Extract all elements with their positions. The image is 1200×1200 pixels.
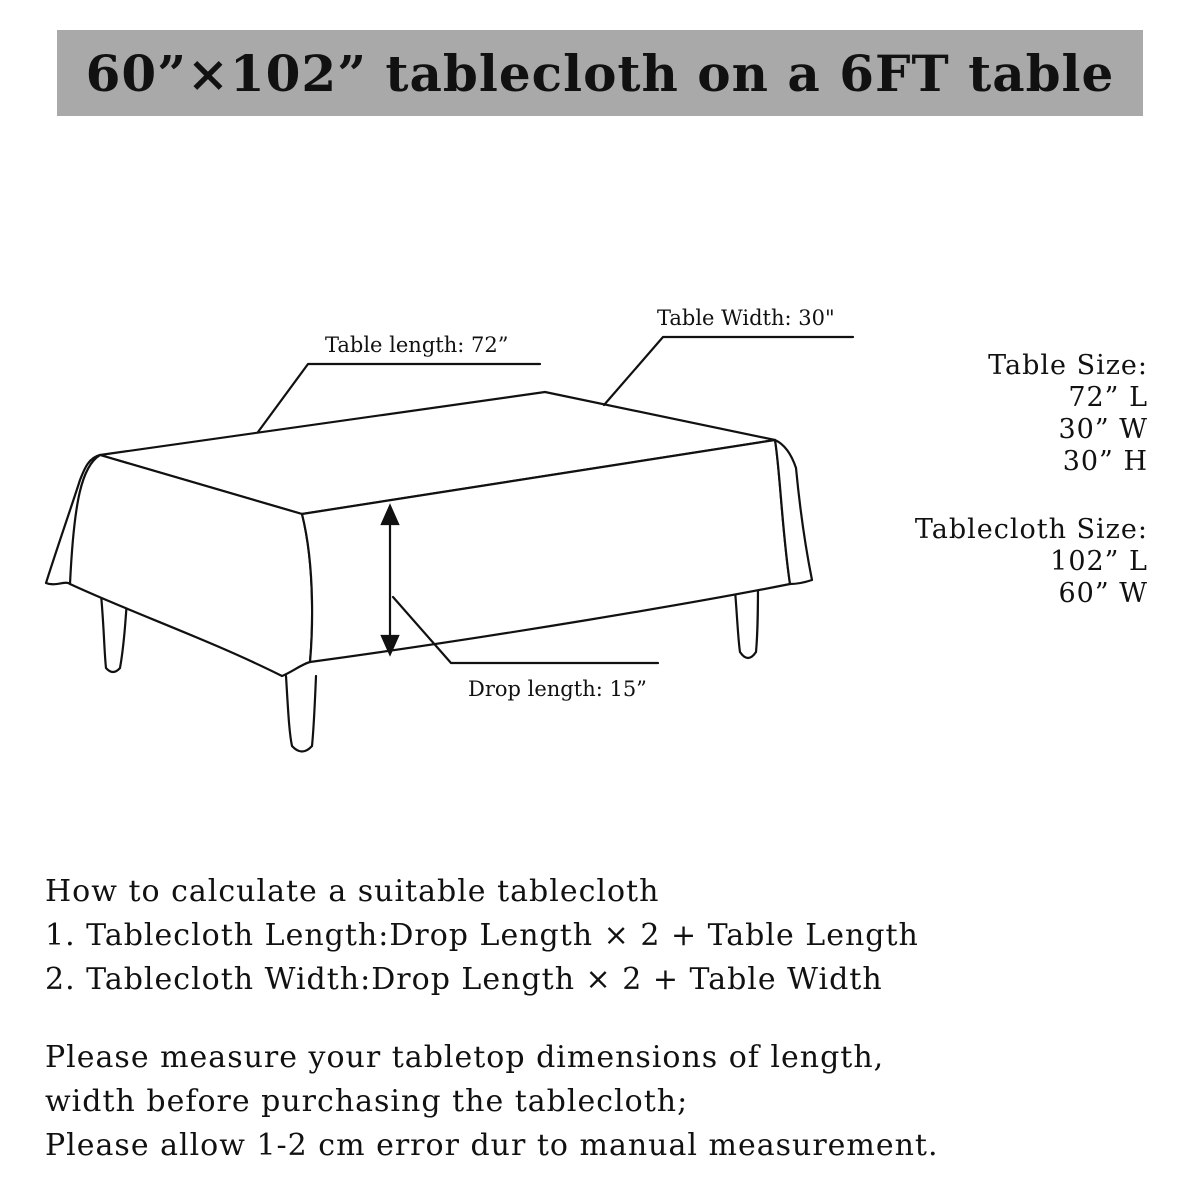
- table-length-label: Table length: 72”: [325, 333, 509, 357]
- table-leg-front: [286, 676, 316, 752]
- tablecloth-size-block: [915, 514, 1148, 610]
- table-size-heading: Table Size:: [988, 350, 1148, 381]
- table-size-length: 72” L: [1068, 382, 1148, 413]
- table-size-width: 30” W: [1058, 414, 1148, 445]
- note-line-1: Please measure your tabletop dimensions of length,: [45, 1040, 885, 1075]
- drop-length-label: Drop length: 15”: [468, 677, 647, 701]
- calculation-heading: How to calculate a suitable tablecloth: [45, 874, 660, 909]
- table-size-block: [988, 350, 1148, 478]
- page-title: 60”×102” tablecloth on a 6FT table: [85, 43, 1115, 103]
- calculation-block: [45, 870, 919, 1002]
- calculation-step-2: 2. Tablecloth Width:Drop Length × 2 + Table Width: [45, 962, 883, 997]
- table-size-height: 30” H: [1062, 446, 1148, 477]
- notes-block: [45, 1036, 939, 1168]
- tablecloth-size-width: 60” W: [1058, 578, 1148, 609]
- note-line-3: Please allow 1-2 cm error dur to manual measurement.: [45, 1128, 939, 1163]
- tablecloth-size-length: 102” L: [1050, 546, 1148, 577]
- table-width-pointer: [604, 337, 853, 405]
- table-width-label: Table Width: 30": [657, 306, 835, 330]
- note-line-2: width before purchasing the tablecloth;: [45, 1084, 689, 1119]
- tablecloth-size-heading: Tablecloth Size:: [914, 514, 1148, 545]
- calculation-step-1: 1. Tablecloth Length:Drop Length × 2 + Table Length: [45, 918, 919, 953]
